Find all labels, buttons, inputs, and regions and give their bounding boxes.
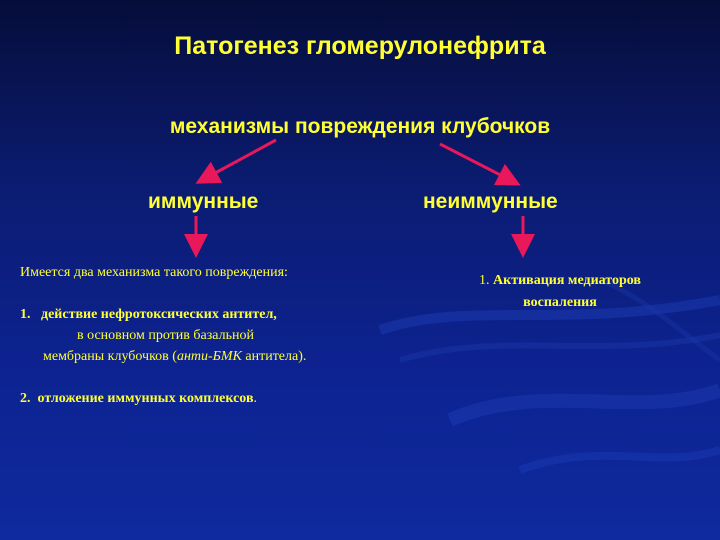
mechanism-2-title xyxy=(20,388,410,409)
mechanism-2-number: 2. xyxy=(20,391,31,406)
mechanism-1-number: 1. xyxy=(20,307,31,322)
mechanisms-heading: механизмы повреждения клубочков xyxy=(169,115,551,138)
mechanism-1-line-3-suffix: антитела). xyxy=(241,349,307,364)
nonimmune-mechanisms-text xyxy=(430,270,690,314)
immune-mechanisms-text xyxy=(20,262,410,409)
intro-text: Имеется два механизма такого повреждения: xyxy=(20,265,288,280)
mechanism-2-title-text: отложение иммунных комплексов xyxy=(37,391,254,406)
arrow-to-nonimmune xyxy=(440,144,510,180)
nonimmune-branch-label: неиммунные xyxy=(423,190,558,213)
arrow-to-immune xyxy=(206,140,276,178)
slide-title: Патогенез гломерулонефрита xyxy=(174,32,546,60)
mechanism-1-line-2: в основном против базальной xyxy=(77,328,254,343)
immune-branch-label: иммунные xyxy=(148,190,259,213)
nonimmune-item-1-line-2: воспаления xyxy=(523,295,597,310)
nonimmune-item-1-number: 1. xyxy=(479,273,490,288)
anti-gbm-term: анти-БМК xyxy=(176,349,242,364)
mechanism-1-line-3-prefix: мембраны клубочков ( xyxy=(43,349,177,364)
mechanism-1-title xyxy=(20,304,410,325)
nonimmune-item-1-line-1 xyxy=(430,270,690,292)
mechanism-1-title-text: действие нефротоксических антител, xyxy=(41,307,277,322)
mechanism-2-period: . xyxy=(253,391,258,406)
nonimmune-item-1-text: Активация медиаторов xyxy=(493,273,641,288)
mechanism-1-line-3 xyxy=(20,346,410,367)
